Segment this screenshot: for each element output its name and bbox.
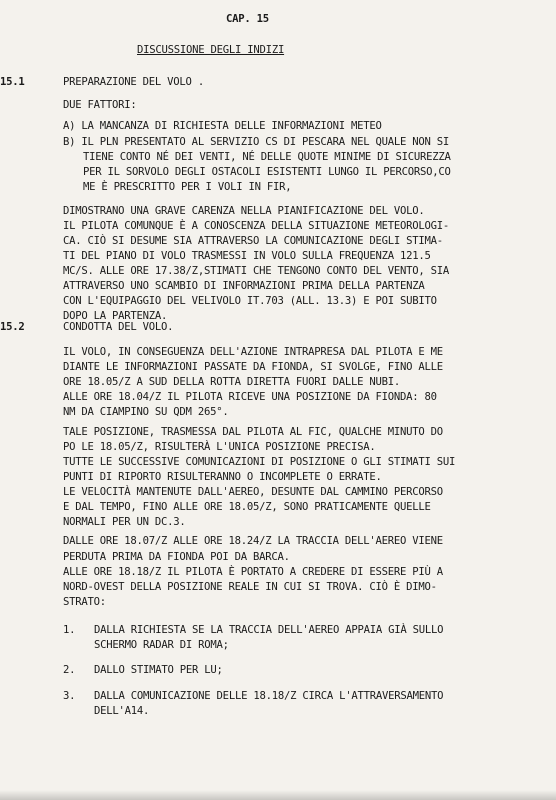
section-15-2-line: PO LE 18.05/Z, RISULTERÀ L'UNICA POSIZIONE PRECISA. [63, 441, 376, 453]
numbered-item-line: SCHERMO RADAR DI ROMA; [94, 639, 229, 651]
numbered-item-line: DALLA COMUNICAZIONE DELLE 18.18/Z CIRCA L'ATTRAVERSAMENTO [94, 690, 444, 702]
numbered-item-number: 1. [63, 624, 76, 636]
section-15-1-line: DOPO LA PARTENZA. [63, 310, 168, 322]
section-15-2-number: 15.2 [0, 321, 25, 333]
section-15-2-line: STRATO: [63, 596, 106, 608]
section-15-2-line: NORD-OVEST DELLA POSIZIONE REALE IN CUI SI TROVA. CIÒ È DIMO- [63, 581, 437, 593]
section-15-1-line: MC/S. ALLE ORE 17.38/Z,STIMATI CHE TENGONO CONTO DEL VENTO, SIA [63, 265, 450, 277]
section-15-1-line: CON L'EQUIPAGGIO DEL VELIVOLO IT.703 (ALL. 13.3) E POI SUBITO [63, 295, 437, 307]
section-15-2-line: ORE 18.05/Z A SUD DELLA ROTTA DIRETTA FUORI DALLE NUBI. [63, 376, 401, 388]
section-15-1-line: DIMOSTRANO UNA GRAVE CARENZA NELLA PIANIFICAZIONE DEL VOLO. [63, 205, 425, 217]
section-15-2-line: PUNTI DI RIPORTO RISULTERANNO O INCOMPLETE O ERRATE. [63, 471, 382, 483]
page-bottom-shadow [0, 790, 556, 800]
section-15-2-line: IL VOLO, IN CONSEGUENZA DELL'AZIONE INTRAPRESA DAL PILOTA E ME [63, 346, 443, 358]
numbered-item-number: 2. [63, 664, 76, 676]
section-15-1-number: 15.1 [0, 76, 25, 88]
numbered-item-number: 3. [63, 690, 76, 702]
section-15-2-line: PERDUTA PRIMA DA FIONDA POI DA BARCA. [63, 551, 290, 563]
section-15-1-line: DUE FATTORI: [63, 99, 137, 111]
numbered-item-line: DALLA RICHIESTA SE LA TRACCIA DELL'AEREO APPAIA GIÀ SULLO [94, 624, 444, 636]
section-15-1-heading: PREPARAZIONE DEL VOLO . [63, 76, 204, 88]
section-15-1-line: ME È PRESCRITTO PER I VOLI IN FIR, [83, 181, 292, 193]
section-15-2-heading: CONDOTTA DEL VOLO. [63, 321, 174, 333]
section-15-1-line: IL PILOTA COMUNQUE È A CONOSCENZA DELLA SITUAZIONE METEOROLOGI- [63, 220, 450, 232]
section-15-2-line: TALE POSIZIONE, TRASMESSA DAL PILOTA AL FIC, QUALCHE MINUTO DO [63, 426, 443, 438]
section-15-1-line: TIENE CONTO NÉ DEI VENTI, NÉ DELLE QUOTE MINIME DI SICUREZZA [83, 151, 451, 163]
section-15-2-line: ALLE ORE 18.18/Z IL PILOTA È PORTATO A CREDERE DI ESSERE PIÙ A [63, 566, 443, 578]
section-15-2-line: DIANTE LE INFORMAZIONI PASSATE DA FIONDA, SI SVOLGE, FINO ALLE [63, 361, 443, 373]
section-15-2-line: LE VELOCITÀ MANTENUTE DALL'AEREO, DESUNTE DAL CAMMINO PERCORSO [63, 486, 443, 498]
document-title: DISCUSSIONE DEGLI INDIZI [137, 44, 285, 56]
section-15-2-line: NORMALI PER UN DC.3. [63, 516, 186, 528]
numbered-item-line: DALLO STIMATO PER LU; [94, 664, 223, 676]
chapter-label: CAP. 15 [226, 13, 269, 25]
section-15-2-line: DALLE ORE 18.07/Z ALLE ORE 18.24/Z LA TRACCIA DELL'AEREO VIENE [63, 535, 443, 547]
section-15-1-line: ATTRAVERSO UNO SCAMBIO DI INFORMAZIONI PRIMA DELLA PARTENZA [63, 280, 425, 292]
section-15-2-line: E DAL TEMPO, FINO ALLE ORE 18.05/Z, SONO PRATICAMENTE QUELLE [63, 501, 431, 513]
section-15-2-line: TUTTE LE SUCCESSIVE COMUNICAZIONI DI POSIZIONE O GLI STIMATI SUI [63, 456, 456, 468]
section-15-1-line: TI DEL PIANO DI VOLO TRASMESSI IN VOLO SULLA FREQUENZA 121.5 [63, 250, 431, 262]
section-15-1-line: B) IL PLN PRESENTATO AL SERVIZIO CS DI PESCARA NEL QUALE NON SI [63, 136, 450, 148]
section-15-2-line: ALLE ORE 18.04/Z IL PILOTA RICEVE UNA POSIZIONE DA FIONDA: 80 [63, 391, 437, 403]
section-15-1-line: CA. CIÒ SI DESUME SIA ATTRAVERSO LA COMUNICAZIONE DEGLI STIMA- [63, 235, 443, 247]
section-15-1-line: PER IL SORVOLO DEGLI OSTACOLI ESISTENTI LUNGO IL PERCORSO,CO [83, 166, 451, 178]
section-15-1-line: A) LA MANCANZA DI RICHIESTA DELLE INFORMAZIONI METEO [63, 120, 382, 132]
numbered-item-line: DELL'A14. [94, 705, 150, 717]
section-15-2-line: NM DA CIAMPINO SU QDM 265°. [63, 406, 229, 418]
